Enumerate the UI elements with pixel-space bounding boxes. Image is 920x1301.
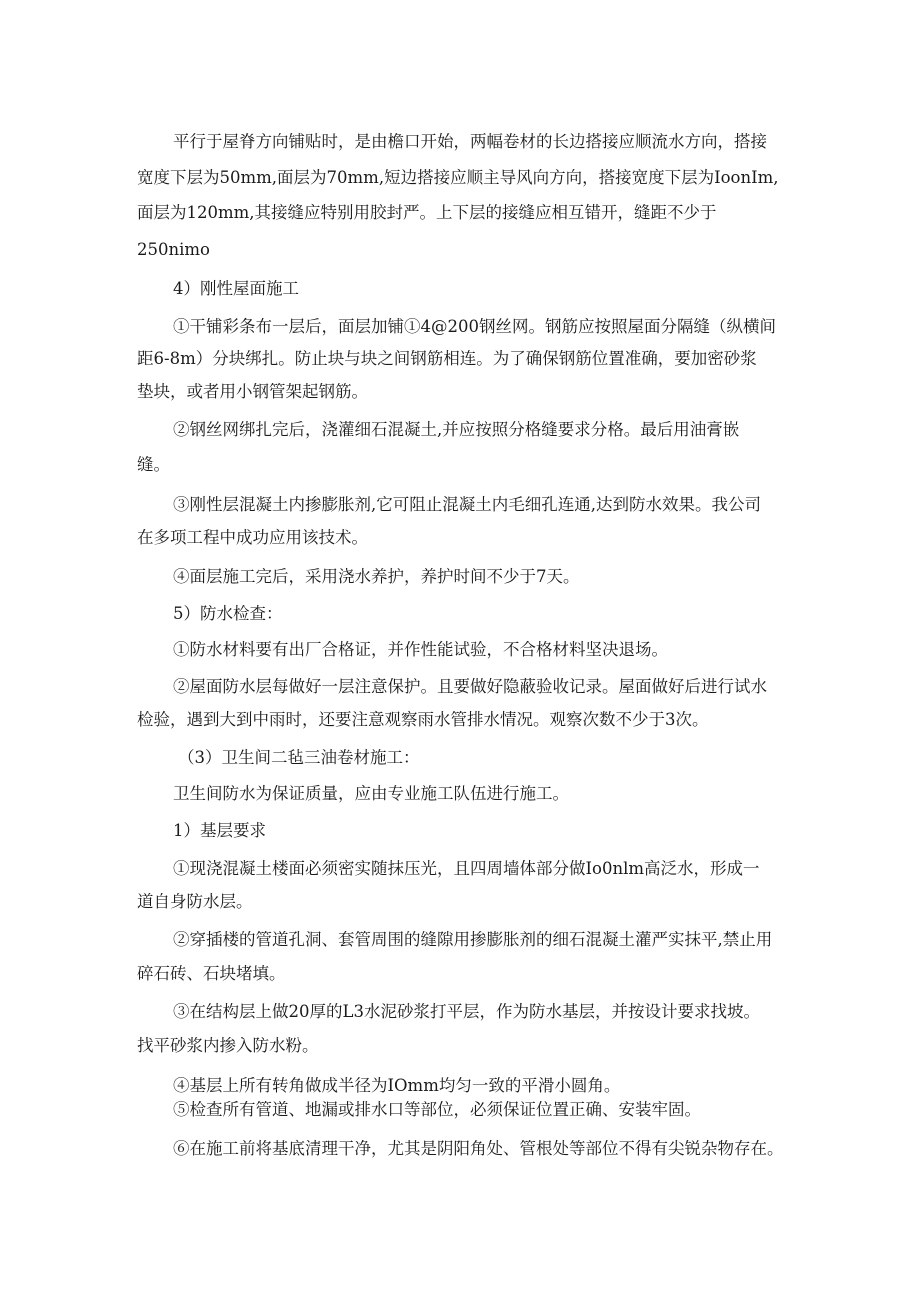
text-line: 垫块，或者用小钢管架起钢筋。 [137, 382, 368, 401]
text-line: ②钢丝网绑扎完后，浇灌细石混凝土,并应按照分格缝要求分格。最后用油膏嵌 [173, 420, 740, 439]
text-line: ⑥在施工前将基底清理干净，尤其是阴阳角处、管根处等部位不得有尖锐杂物存在。 [173, 1139, 784, 1158]
text-line: 检验，遇到大到中雨时，还要注意观察雨水管排水情况。观察次数不少于3次。 [137, 710, 709, 729]
text-line: 碎石砖、石块堵填。 [137, 964, 286, 983]
text-line: ②屋面防水层每做好一层注意保护。且要做好隐蔽验收记录。屋面做好后进行试水 [173, 677, 767, 696]
text-line: ①防水材料要有出厂合格证，并作性能试验，不合格材料坚决退场。 [173, 640, 668, 659]
text-line: 缝。 [137, 455, 170, 474]
text-line: 宽度下层为50mm,面层为70mm,短边搭接应顺主导风向方向，搭接宽度下层为IoonIm, [137, 168, 779, 187]
text-line: 找平砂浆内掺入防水粉。 [137, 1036, 319, 1055]
text-line: 道自身防水层。 [137, 892, 253, 911]
text-line: 面层为120mm,其接缝应特别用胶封严。上下层的接缝应相互错开，缝距不少于 [137, 203, 717, 222]
text-line: 250nimo [137, 240, 210, 259]
text-line: 平行于屋脊方向铺贴时，是由檐口开始，两幅卷材的长边搭接应顺流水方向，搭接 [173, 132, 767, 151]
text-line: 在多项工程中成功应用该技术。 [137, 528, 368, 547]
text-line: 距6-8m）分块绑扎。防止块与块之间钢筋相连。为了确保钢筋位置准确，要加密砂浆 [137, 349, 757, 368]
text-line: 卫生间防水为保证质量，应由专业施工队伍进行施工。 [173, 784, 569, 803]
text-line: 5）防水检查： [173, 604, 283, 623]
text-line: ③刚性层混凝土内掺膨胀剂,它可阻止混凝土内毛细孔连通,达到防水效果。我公司 [173, 495, 761, 514]
text-line: ①现浇混凝土楼面必须密实随抹压光，且四周墙体部分做Io0nlm高泛水，形成一 [173, 859, 760, 878]
text-line: ①干铺彩条布一层后，面层加铺①4@200钢丝网。钢筋应按照屋面分隔缝（纵横间 [173, 317, 776, 336]
text-line: ②穿插楼的管道孔洞、套管周围的缝隙用掺膨胀剂的细石混凝土灌严实抹平,禁止用 [173, 930, 773, 949]
text-line: ③在结构层上做20厚的L3水泥砂浆打平层，作为防水基层，并按设计要求找坡。 [173, 1002, 760, 1021]
text-line: ④面层施工完后，采用浇水养护，养护时间不少于7天。 [173, 567, 580, 586]
text-line: ④基层上所有转角做成半径为IOmm均匀一致的平滑小圆角。 [173, 1076, 621, 1095]
text-line: ⑤检查所有管道、地漏或排水口等部位，必须保证位置正确、安装牢固。 [173, 1100, 701, 1119]
text-line: 1）基层要求 [173, 821, 266, 840]
text-line: 4）刚性屋面施工 [173, 279, 299, 298]
text-line: （3）卫生间二毡三油卷材施工： [178, 748, 420, 767]
